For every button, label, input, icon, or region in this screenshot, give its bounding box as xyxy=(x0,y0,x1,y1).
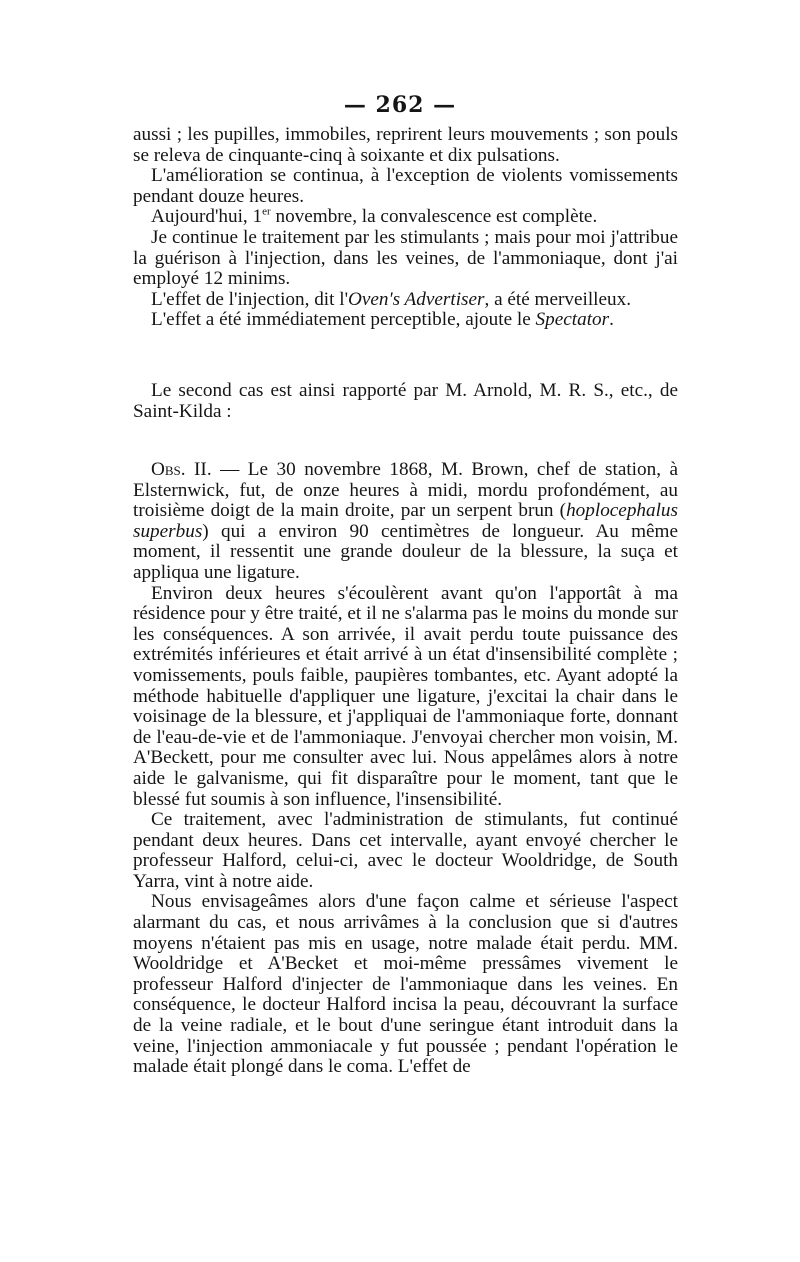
aujourdhui-after: novembre, la convalescence est complète. xyxy=(270,206,598,228)
paragraph-amelioration: L'amélioration se continua, à l'exception de violents vomissements pendant douze heures. xyxy=(133,165,678,207)
text-block-second-case xyxy=(133,381,678,422)
aujourdhui-before: Aujourd'hui, 1 xyxy=(151,206,263,228)
paragraph-oven xyxy=(133,290,678,311)
obs-p1-after: ) qui a environ 90 centimètres de longueur. Au même moment, il ressentit une grande douleur de la blessure, la suça et appliqua une ligature. xyxy=(133,520,678,583)
spectator-before: L'effet a été immédiatement perceptible, ajoute le xyxy=(151,309,536,331)
paragraph-continuation: aussi ; les pupilles, immobiles, reprirent leurs mouvements ; son pouls se releva de cinquante-cinq à soixante et dix pulsations. xyxy=(133,124,678,166)
paragraph-obs-intro xyxy=(133,460,678,584)
paragraph-traitement: Je continue le traitement par les stimulants ; mais pour moi j'attribue la guérison à l'injection, dans les veines, de l'ammoniaque, dont j'ai employé 12 minims. xyxy=(133,226,678,290)
spectator-title: Spectator xyxy=(535,309,610,331)
paragraph-spectator xyxy=(133,310,678,331)
paragraph-obs-injection: Nous envisageâmes alors d'une façon calme et sérieuse l'aspect alarmant du cas, et nous arrivâmes à la conclusion que si d'autres moyens n'étaient pas mis en usage, notre malade était perdu. MM. Wooldridge et A'Becket et moi-même pressâmes vivement le professeur Halford d'injecter de l'ammoniaque dans les veines. En conséquence, le docteur Halford incisa la peau, découvrant la surface de la veine radiale, et le bout d'une seringue étant introduit dans la veine, l'injection ammoniacale y fut poussée ; pendant l'opération le malade était plongé dans le coma. L'effet de xyxy=(133,891,678,1078)
oven-after: , a été merveilleux. xyxy=(484,288,631,310)
page-number: — 262 — xyxy=(343,92,457,118)
superscript-er: er xyxy=(262,205,271,218)
obs-p1-before: — Le 30 novembre 1868, M. Brown, chef de station, à Elsternwick, fut, de onze heures à midi, mordu profondément, au troisième doigt de la main droite, par un serpent brun ( xyxy=(133,459,678,522)
text-block-observation xyxy=(133,460,678,1078)
oven-before: L'effet de l'injection, dit l' xyxy=(151,288,349,310)
species-name: hoplocephalus superbus xyxy=(133,500,678,542)
spectator-after: . xyxy=(609,309,614,331)
paragraph-obs-treatment: Ce traitement, avec l'administration de stimulants, fut continué pendant deux heures. Dans cet intervalle, ayant envoyé chercher le professeur Halford, celui-ci, avec le docteur Wooldridge, de South Yarra, vint à notre aide. xyxy=(133,809,678,892)
oven-title: Oven's Advertiser xyxy=(348,288,485,310)
obs-label: Obs. II. xyxy=(151,459,212,480)
paragraph-obs-arrival: Environ deux heures s'écoulèrent avant qu'on l'apportât à ma résidence pour y être traité, et il ne s'alarma pas le moins du monde sur les conséquences. A son arrivée, il avait perdu toute puissance des extrémités inférieures et était arrivé à un état d'insensibilité complète ; vomissements, pouls faible, paupières tombantes, etc. Ayant adopté la méthode habituelle d'appliquer une ligature, j'excitai la chair dans le voisinage de la blessure, et j'appliquai de l'ammoniaque forte, donnant de l'eau-de-vie et de l'ammoniaque. J'envoyai chercher mon voisin, M. A'Beckett, pour me consulter avec lui. Nous appelâmes alors à notre aide le galvanisme, qui fit disparaître pour le moment, tant que le blessé fut soumis à son influence, l'insensibilité. xyxy=(133,582,678,810)
paragraph-second-case: Le second cas est ainsi rapporté par M. Arnold, M. R. S., etc., de Saint-Kilda : xyxy=(133,380,678,422)
paragraph-aujourdhui xyxy=(133,207,678,228)
text-block-top xyxy=(133,125,678,331)
